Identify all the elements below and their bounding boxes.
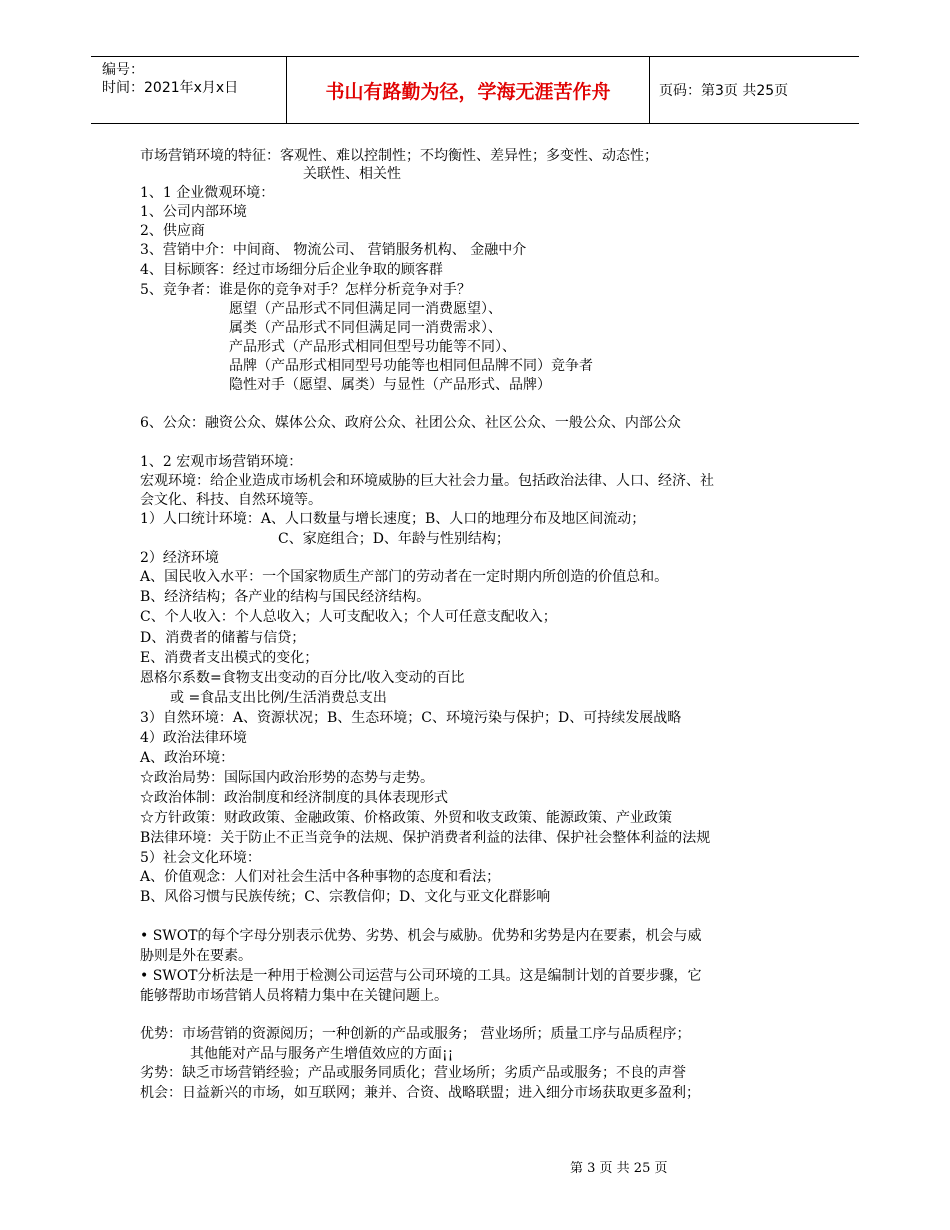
text-line: 4）政治法律环境 — [140, 730, 247, 746]
text-line: 3、营销中介：中间商、 物流公司、 营销服务机构、 金融中介 — [140, 242, 527, 258]
text-line: B、风俗习惯与民族传统；C、宗教信仰；D、文化与亚文化群影响 — [140, 889, 551, 905]
text-line: 1）人口统计环境：A、人口数量与增长速度；B、人口的地理分布及地区间流动； — [140, 511, 646, 527]
text-line: 1、公司内部环境 — [140, 204, 247, 220]
text-line: 1、2 宏观市场营销环境： — [140, 454, 303, 470]
text-line: 恩格尔系数=食物支出变动的百分比/收入变动的百比 — [140, 670, 465, 686]
document-time-label: 时间：2021年x月x日 — [102, 80, 239, 96]
text-line: 会文化、科技、自然环境等。 — [140, 492, 322, 508]
text-line: 市场营销环境的特征：客观性、难以控制性；不均衡性、差异性；多变性、动态性； — [140, 148, 658, 164]
text-line: 产品形式（产品形式相同但型号功能等不同）、 — [229, 339, 516, 355]
page-header — [91, 56, 859, 124]
text-line: ☆政治体制：政治制度和经济制度的具体表现形式 — [140, 790, 448, 806]
text-line: C、家庭组合；D、年龄与性别结构； — [278, 531, 510, 547]
text-line: • SWOT分析法是一种用于检测公司运营与公司环境的工具。这是编制计划的首要步骤，它 — [140, 968, 702, 984]
text-line: B、经济结构；各产业的结构与国民经济结构。 — [140, 589, 431, 605]
text-line: A、政治环境： — [140, 750, 235, 766]
header-page-info: 页码：第3页 共25页 — [659, 83, 789, 99]
text-line: 关联性、相关性 — [303, 166, 401, 182]
text-line: C、个人收入：个人总收入；人可支配收入；个人可任意支配收入； — [140, 609, 557, 625]
text-line: 3）自然环境：A、资源状况；B、生态环境；C、环境污染与保护；D、可持续发展战略 — [140, 710, 682, 726]
text-line: 宏观环境：给企业造成市场机会和环境威胁的巨大社会力量。包括政治法律、人口、经济、社 — [140, 473, 714, 489]
text-line: 品牌（产品形式相同型号功能等也相同但品牌不同）竞争者 — [229, 358, 593, 374]
text-line: 2、供应商 — [140, 223, 205, 239]
text-line: 劣势：缺乏市场营销经验；产品或服务同质化；营业场所；劣质产品或服务；不良的声誉 — [140, 1065, 686, 1081]
text-line: 愿望（产品形式不同但满足同一消费愿望）、 — [229, 301, 502, 317]
text-line: 5、竞争者：谁是你的竞争对手？怎样分析竞争对手？ — [140, 282, 471, 298]
text-line: 或 =食品支出比例/生活消费总支出 — [170, 690, 387, 706]
text-line: D、消费者的储蓄与信贷； — [140, 630, 306, 646]
header-divider — [649, 57, 650, 123]
text-line: 2）经济环境 — [140, 550, 219, 566]
text-line: 能够帮助市场营销人员将精力集中在关键问题上。 — [140, 988, 448, 1004]
text-line: 1、1 企业微观环境： — [140, 185, 275, 201]
text-line: 6、公众：融资公众、媒体公众、政府公众、社团公众、社区公众、一般公众、内部公众 — [140, 415, 681, 431]
text-line: ☆政治局势：国际国内政治形势的态势与走势。 — [140, 770, 434, 786]
page-footer: 第 3 页 共 25 页 — [570, 1161, 668, 1176]
text-line: 优势：市场营销的资源阅历；一种创新的产品或服务； 营业场所；质量工序与品质程序； — [140, 1026, 691, 1042]
text-line: A、价值观念：人们对社会生活中各种事物的态度和看法； — [140, 869, 501, 885]
text-line: 机会：日益新兴的市场，如互联网；兼并、合资、战略联盟；进入细分市场获取更多盈利； — [140, 1085, 700, 1101]
text-line: A、国民收入水平：一个国家物质生产部门的劳动者在一定时期内所创造的价值总和。 — [140, 569, 669, 585]
document-number-label: 编号： — [102, 62, 144, 78]
text-line: 隐性对手（愿望、属类）与显性（产品形式、品牌） — [229, 377, 551, 393]
text-line: ☆方针政策：财政政策、金融政策、价格政策、外贸和收支政策、能源政策、产业政策 — [140, 810, 672, 826]
text-line: 5）社会文化环境： — [140, 850, 261, 866]
text-line: 属类（产品形式不同但满足同一消费需求）、 — [229, 320, 502, 336]
text-line: • SWOT的每个字母分别表示优势、劣势、机会与威胁。优势和劣势是内在要素，机会与威 — [140, 928, 702, 944]
header-meta — [102, 61, 238, 97]
text-line: E、消费者支出模式的变化； — [140, 650, 319, 666]
header-motto: 书山有路勤为径，学海无涯苦作舟 — [325, 80, 611, 103]
text-line: 4、目标顾客：经过市场细分后企业争取的顾客群 — [140, 262, 443, 278]
text-line: 其他能对产品与服务产生增值效应的方面¡¡ — [190, 1046, 454, 1062]
text-line: B法律环境：关于防止不正当竞争的法规、保护消费者利益的法律、保护社会整体利益的法规 — [140, 830, 711, 846]
text-line: 胁则是外在要素。 — [140, 948, 252, 964]
